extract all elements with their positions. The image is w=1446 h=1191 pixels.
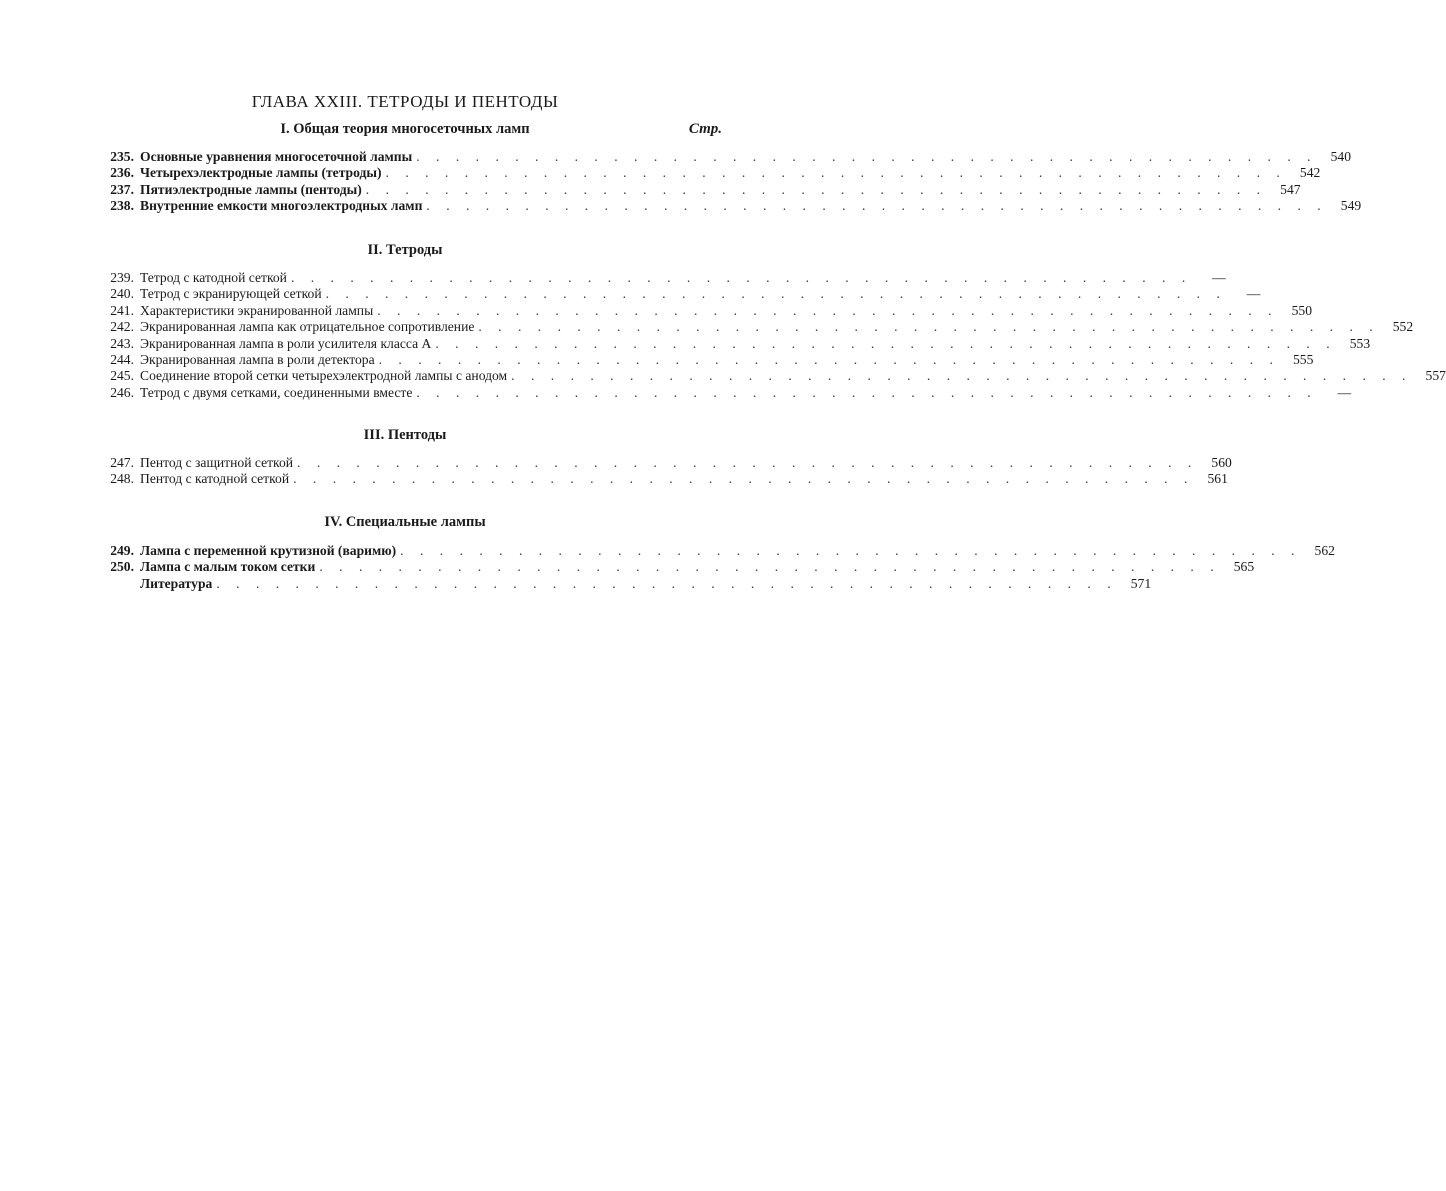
- dot-leader: . . . . . . . . . . . . . . . . . . . . . . . . . . . . . . . . . . . . . . . . . . . . . .: [325, 286, 1227, 302]
- entry-number: 239.: [110, 270, 134, 285]
- entry-number: 242.: [110, 319, 134, 335]
- section-heading-2: II. Тетроды: [367, 242, 443, 258]
- toc-section-4: [96, 543, 1335, 592]
- toc-entry: [96, 575, 1152, 592]
- toc-section-2: [96, 270, 1446, 401]
- entry-page: 555: [1293, 351, 1314, 367]
- entry-number: 249.: [110, 543, 134, 558]
- dot-leader: . . . . . . . . . . . . . . . . . . . . . . . . . . . . . . . . . . . . . . . . . . . . . .: [435, 335, 1337, 351]
- entry-number: 236.: [110, 165, 134, 181]
- dot-leader: . . . . . . . . . . . . . . . . . . . . . . . . . . . . . . . . . . . . . . . . . . . . . .: [365, 181, 1267, 197]
- toc-entry: [96, 543, 1335, 559]
- section-heading-4: IV. Специальные лампы: [324, 514, 486, 530]
- entry-number: 244.: [110, 351, 134, 367]
- entry-page: —: [1337, 384, 1352, 400]
- entry-page: —: [1212, 270, 1226, 285]
- entry-number: 235.: [110, 149, 134, 164]
- entry-page: 553: [1349, 335, 1371, 351]
- toc-entry: [96, 351, 1314, 368]
- entry-title: Основные уравнения многосеточной лампы: [140, 149, 413, 164]
- dot-leader: . . . . . . . . . . . . . . . . . . . . . . . . . . . . . . . . . . . . . . . . . . . . . .: [377, 302, 1278, 318]
- entry-page: 561: [1207, 471, 1228, 487]
- toc-entry: [96, 471, 1228, 487]
- toc-entry: [96, 384, 1352, 401]
- entry-number: 246.: [110, 384, 134, 400]
- entry-title: Лампа с малым током сетки: [140, 559, 316, 575]
- toc-section-1: [96, 149, 1362, 215]
- toc-entry: [96, 559, 1255, 575]
- entry-title: Соединение второй сетки четырехэлектродной лампы с анодом: [140, 368, 508, 384]
- entry-title: Тетрод с экранирующей сеткой: [140, 286, 322, 302]
- entry-title: Экранированная лампа в роли детектора: [140, 351, 375, 367]
- page-column-label: Стр.: [688, 121, 722, 137]
- toc-entry: [96, 302, 1312, 319]
- entry-title: Четырехэлектродные лампы (тетроды): [140, 165, 382, 181]
- entry-title: Литература: [140, 575, 213, 591]
- entry-number: 245.: [110, 368, 134, 384]
- entry-title: Внутренние емкости многоэлектродных ламп: [140, 198, 423, 214]
- toc-entry: [96, 335, 1371, 352]
- entry-title: Экранированная лампа в роли усилителя класса А: [140, 335, 432, 351]
- entry-page: 557: [1425, 368, 1446, 384]
- dot-leader: . . . . . . . . . . . . . . . . . . . . . . . . . . . . . . . . . . . . . . . . . . . . . .: [416, 384, 1318, 400]
- entry-page: 560: [1211, 455, 1232, 470]
- entry-number: 247.: [110, 455, 134, 470]
- dot-leader: . . . . . . . . . . . . . . . . . . . . . . . . . . . . . . . . . . . . . . . . . . . . . .: [478, 319, 1380, 335]
- entry-number: 250.: [110, 559, 134, 575]
- dot-leader: . . . . . . . . . . . . . . . . . . . . . . . . . . . . . . . . . . . . . . . . . . . . . .: [426, 198, 1328, 214]
- toc-entry: [96, 270, 1226, 286]
- entry-title: Характеристики экранированной лампы: [140, 302, 374, 318]
- entry-title: Пентод с защитной сеткой: [140, 455, 294, 470]
- entry-page: 571: [1130, 575, 1152, 591]
- entry-number: 243.: [110, 335, 134, 351]
- toc-entry: [96, 165, 1321, 181]
- section-heading-1: I. Общая теория многосеточных ламп: [280, 121, 530, 137]
- toc-entry: [96, 198, 1362, 214]
- entry-page: 565: [1233, 559, 1255, 575]
- dot-leader: . . . . . . . . . . . . . . . . . . . . . . . . . . . . . . . . . . . . . . . . . . . . . .: [297, 455, 1198, 470]
- entry-title: Экранированная лампа как отрицательное сопротивление: [140, 319, 475, 335]
- entry-page: 562: [1314, 543, 1335, 558]
- entry-title: Пятиэлектродные лампы (пентоды): [140, 181, 362, 197]
- entry-page: 540: [1330, 149, 1352, 164]
- dot-leader: . . . . . . . . . . . . . . . . . . . . . . . . . . . . . . . . . . . . . . . . . . . . . .: [511, 368, 1412, 384]
- dot-leader: . . . . . . . . . . . . . . . . . . . . . . . . . . . . . . . . . . . . . . . . . . . . . .: [378, 351, 1280, 367]
- entry-title: Пентод с катодной сеткой: [140, 471, 290, 487]
- dot-leader: . . . . . . . . . . . . . . . . . . . . . . . . . . . . . . . . . . . . . . . . . . . . . .: [293, 471, 1194, 487]
- entry-number: 241.: [110, 302, 134, 318]
- dot-leader: . . . . . . . . . . . . . . . . . . . . . . . . . . . . . . . . . . . . . . . . . . . . . .: [216, 575, 1118, 591]
- chapter-title: ГЛАВА XXIII. ТЕТРОДЫ И ПЕНТОДЫ: [251, 92, 559, 111]
- dot-leader: . . . . . . . . . . . . . . . . . . . . . . . . . . . . . . . . . . . . . . . . . . . . . .: [400, 543, 1301, 558]
- section-heading-3: III. Пентоды: [363, 427, 447, 443]
- toc-entry: [96, 149, 1352, 165]
- entry-page: 547: [1280, 181, 1301, 197]
- entry-page: 549: [1340, 198, 1362, 214]
- entry-page: 542: [1299, 165, 1321, 181]
- entry-page: 552: [1392, 319, 1414, 335]
- entry-title: Лампа с переменной крутизной (варимю): [140, 543, 397, 558]
- dot-leader: . . . . . . . . . . . . . . . . . . . . . . . . . . . . . . . . . . . . . . . . . . . . . .: [416, 149, 1318, 164]
- toc-section-3: [96, 455, 1232, 488]
- toc-entry: [96, 181, 1301, 198]
- entry-number: 237.: [110, 181, 134, 197]
- entry-title: Тетрод с двумя сетками, соединенными вместе: [140, 384, 413, 400]
- dot-leader: . . . . . . . . . . . . . . . . . . . . . . . . . . . . . . . . . . . . . . . . . . . . . .: [385, 165, 1287, 181]
- toc-entry: [96, 455, 1232, 471]
- entry-page: —: [1246, 286, 1261, 302]
- entry-title: Тетрод с катодной сеткой: [140, 270, 287, 285]
- entry-page: 550: [1291, 302, 1312, 318]
- entry-number: 238.: [110, 198, 134, 214]
- dot-leader: . . . . . . . . . . . . . . . . . . . . . . . . . . . . . . . . . . . . . . . . . . . . . .: [290, 270, 1192, 285]
- toc-entry: [96, 368, 1446, 384]
- toc-entry: [96, 286, 1261, 302]
- entry-number: 248.: [110, 471, 134, 487]
- entry-number: 240.: [110, 286, 134, 302]
- dot-leader: . . . . . . . . . . . . . . . . . . . . . . . . . . . . . . . . . . . . . . . . . . . . . .: [319, 559, 1221, 575]
- toc-entry: [96, 319, 1414, 335]
